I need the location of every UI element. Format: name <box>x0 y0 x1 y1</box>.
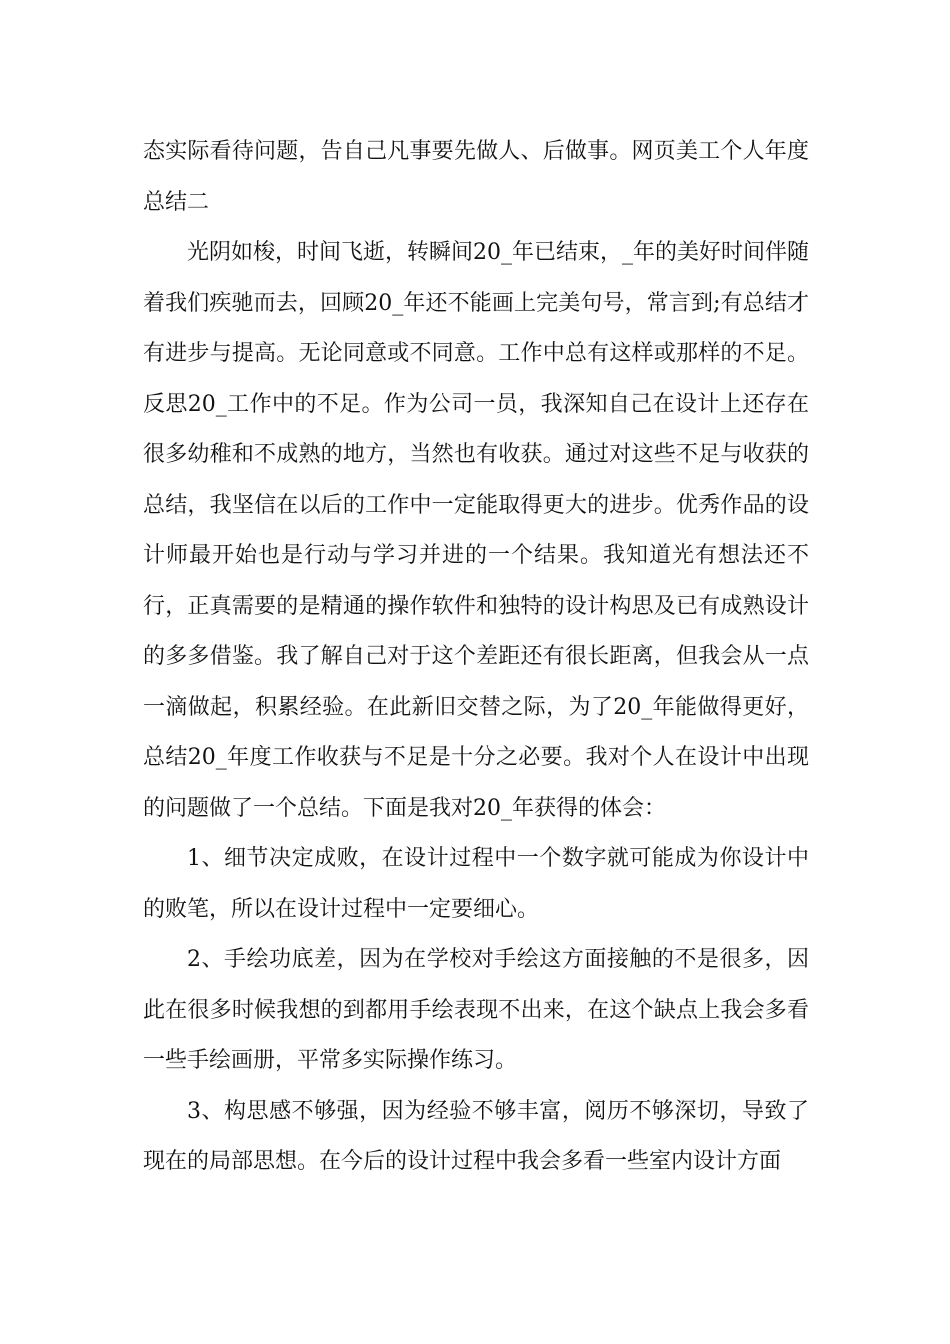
paragraph-point-3: 3、构思感不够强，因为经验不够丰富，阅历不够深切，导致了现在的局部思想。在今后的设计过程中我会多看一些室内设计方面 <box>143 1098 809 1174</box>
paragraph-intro: 光阴如梭，时间飞逝，转瞬间20_年已结束，_年的美好时间伴随着我们疾驰而去，回顾20_年还不能画上完美句号，常言到;有总结才有进步与提高。无论同意或不同意。工作中总有这样或那样的不足。反思20_工作中的不足。作为公司一员，我深知自己在设计上还存在很多幼稚和不成熟的地方，当然也有收获。通过对这些不足与收获的总结，我坚信在以后的工作中一定能取得更大的进步。优秀作品的设计师最开始也是行动与学习并进的一个结果。我知道光有想法还不行，正真需要的是精通的操作软件和独特的设计构思及已有成熟设计的多多借鉴。我了解自己对于这个差距还有很长距离，但我会从一点一滴做起，积累经验。在此新旧交替之际，为了20_年能做得更好，总结20_年度工作收获与不足是十分之必要。我对个人在设计中出现的问题做了一个总结。下面是我对20_年获得的体会： <box>143 240 809 821</box>
paragraph-point-2: 2、手绘功底差，因为在学校对手绘这方面接触的不是很多，因此在很多时候我想的到都用手绘表现不出来，在这个缺点上我会多看一些手绘画册，平常多实际操作练习。 <box>143 947 809 1073</box>
paragraph-point-1: 1、细节决定成败，在设计过程中一个数字就可能成为你设计中的败笔，所以在设计过程中一定要细心。 <box>143 846 809 922</box>
document-body <box>143 127 809 1188</box>
paragraph-continuation: 态实际看待问题，告自己凡事要先做人、后做事。网页美工个人年度总结二 <box>143 139 809 215</box>
